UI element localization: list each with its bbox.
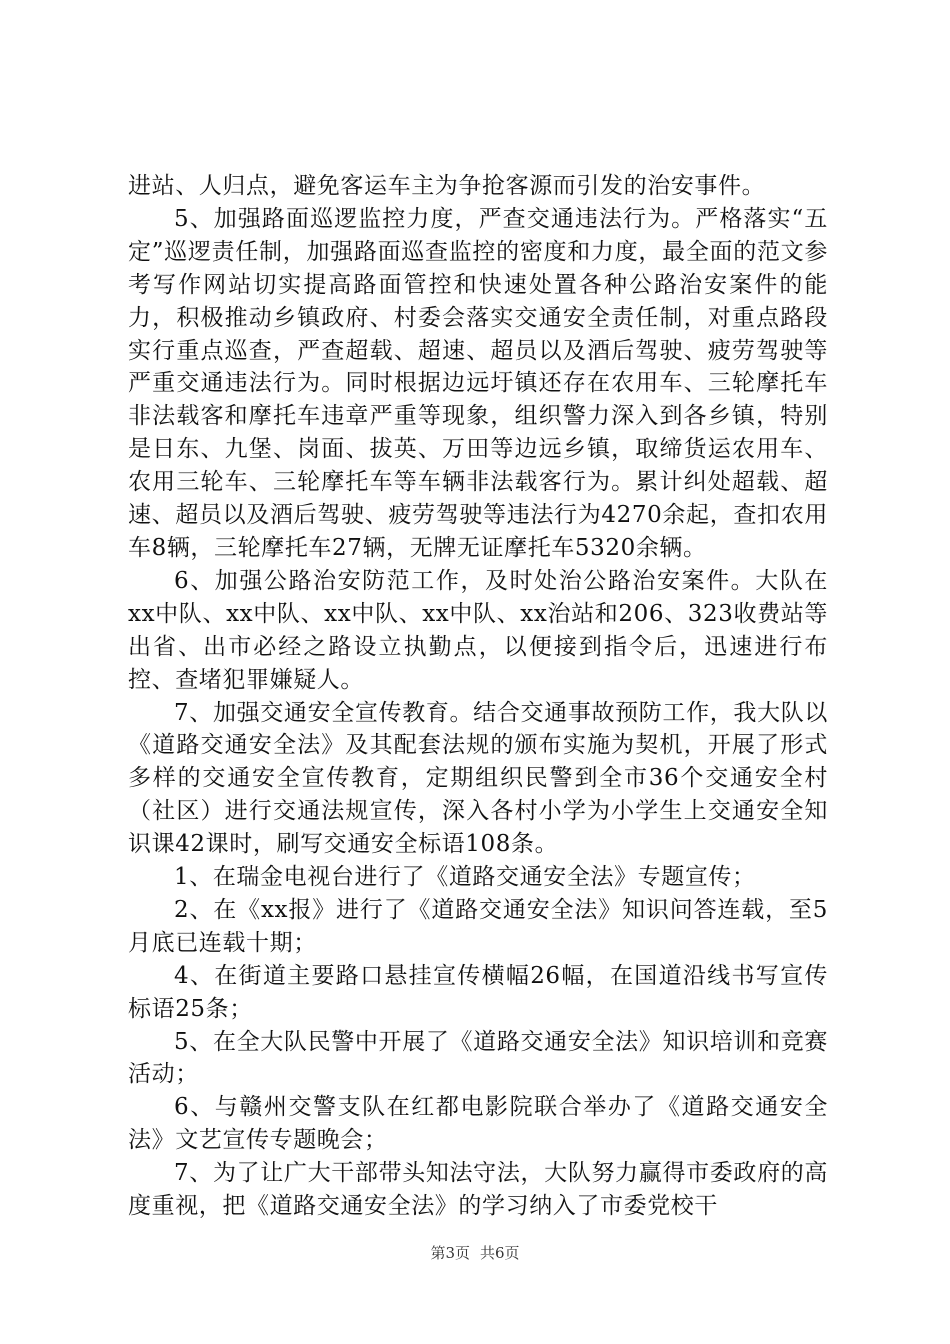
page-footer — [0, 1242, 950, 1263]
document-body — [128, 170, 828, 1223]
paragraph-item-5-patrol: 5、加强路面巡逻监控力度，严查交通违法行为。严格落实“五定”巡逻责任制，加强路面巡查监控的密度和力度，最全面的范文参考写作网站切实提高路面管控和快速处置各种公路治安案件的能力，积极推动乡镇政府、村委会落实交通安全责任制，对重点路段实行重点巡查，严查超载、超速、超员以及酒后驾驶、疲劳驾驶等严重交通违法行为。同时根据边远圩镇还存在农用车、三轮摩托车非法载客和摩托车违章严重等现象，组织警力深入到各乡镇，特别是日东、九堡、岗面、拔英、万田等边远乡镇，取缔货运农用车、农用三轮车、三轮摩托车等车辆非法载客行为。累计纠处超载、超速、超员以及酒后驾驶、疲劳驾驶等违法行为4270余起，查扣农用车8辆，三轮摩托车27辆，无牌无证摩托车5320余辆。 — [128, 205, 828, 561]
list-item-2: 2、在《xx报》进行了《道路交通安全法》知识问答连载，至5月底已连载十期； — [128, 896, 828, 956]
page-total: 共6页 — [480, 1244, 520, 1262]
list-item-4: 4、在街道主要路口悬挂宣传横幅26幅，在国道沿线书写宣传标语25条； — [128, 962, 828, 1022]
list-item-7: 7、为了让广大干部带头知法守法，大队努力赢得市委政府的高度重视，把《道路交通安全法》的学习纳入了市委党校干 — [128, 1160, 828, 1220]
list-item-1: 1、在瑞金电视台进行了《道路交通安全法》专题宣传； — [174, 864, 756, 891]
list-item-6: 6、与赣州交警支队在红都电影院联合举办了《道路交通安全法》文艺宣传专题晚会； — [128, 1094, 828, 1154]
paragraph-item-6-security: 6、加强公路治安防范工作，及时处治公路治安案件。大队在xx中队、xx中队、xx中队、xx中队、xx治站和206、323收费站等出省、出市必经之路设立执勤点，以便接到指令后，迅速进行布控、查堵犯罪嫌疑人。 — [128, 567, 828, 693]
page-number: 第3页 — [430, 1244, 470, 1262]
paragraph-continuation: 进站、人归点，避免客运车主为争抢客源而引发的治安事件。 — [128, 173, 766, 199]
paragraph-item-7-education: 7、加强交通安全宣传教育。结合交通事故预防工作，我大队以《道路交通安全法》及其配套法规的颁布实施为契机，开展了形式多样的交通安全宣传教育，定期组织民警到全市36个交通安全村（社区）进行交通法规宣传，深入各村小学为小学生上交通安全知识课42课时，刷写交通安全标语108条。 — [128, 699, 828, 858]
list-item-5: 5、在全大队民警中开展了《道路交通安全法》知识培训和竞赛活动； — [128, 1028, 828, 1088]
